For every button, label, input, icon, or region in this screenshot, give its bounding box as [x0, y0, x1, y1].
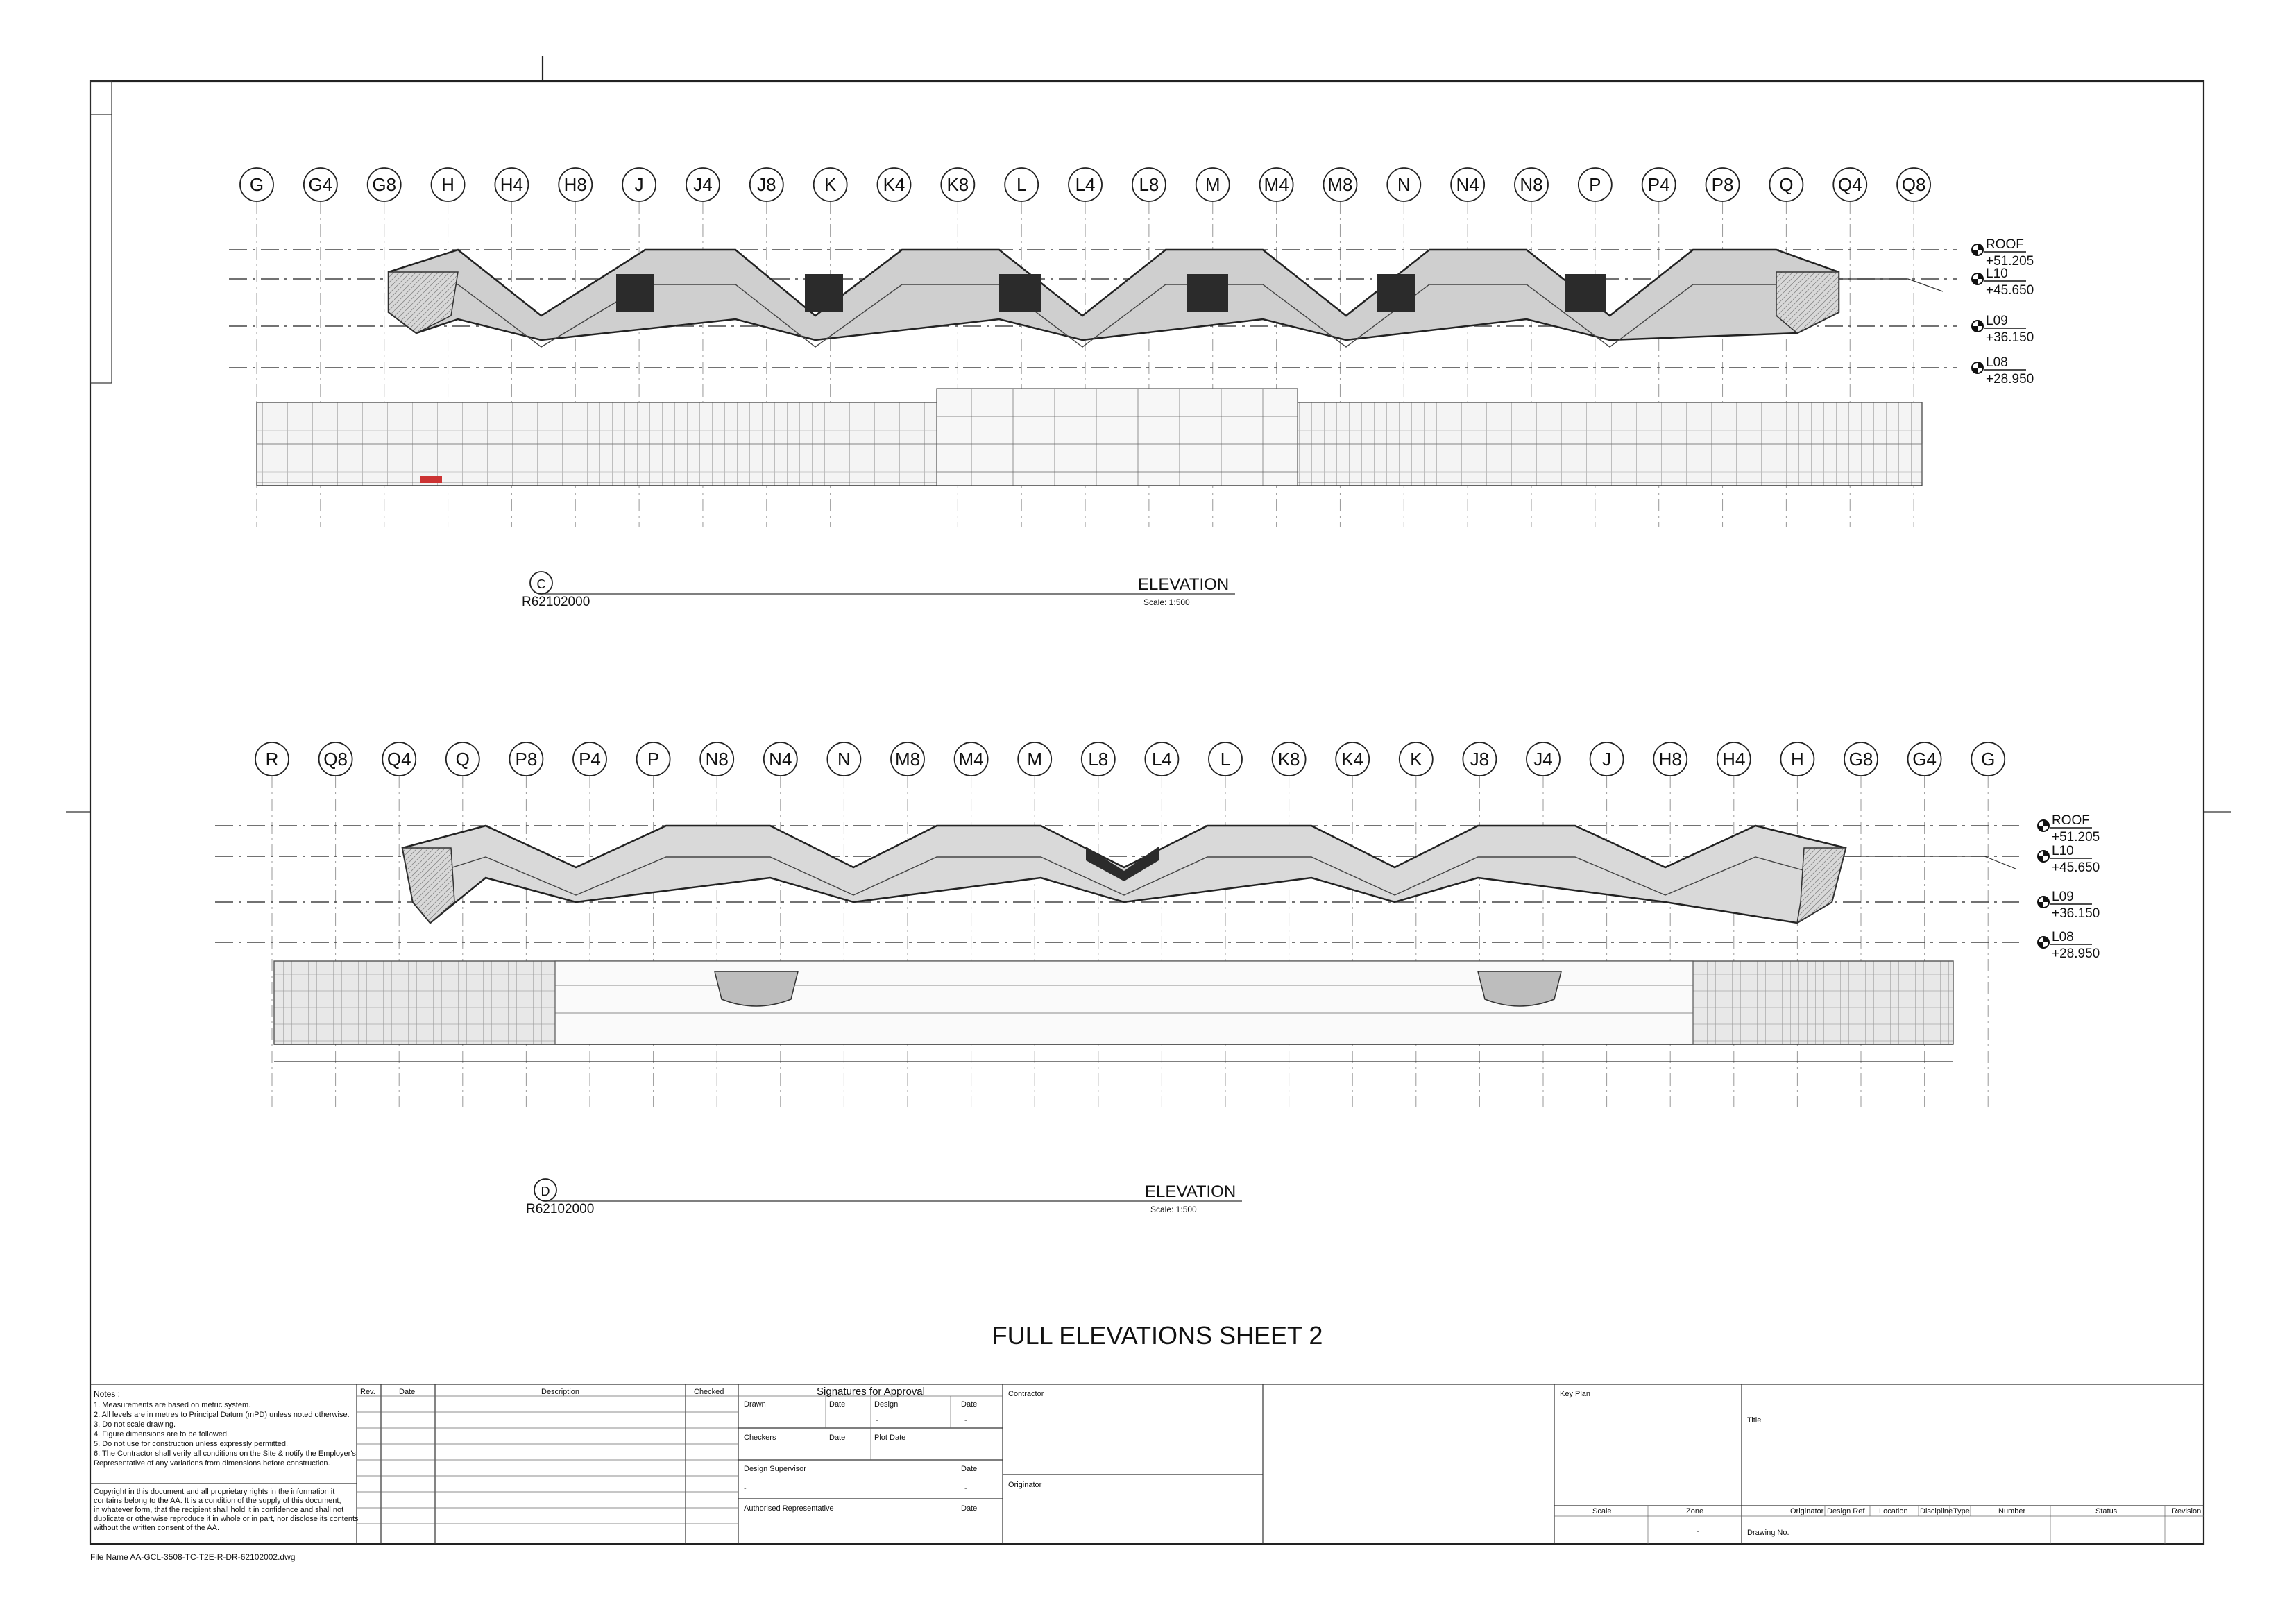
grid-label-d-n4: N4 [769, 749, 792, 770]
grid-label-d-m4: M4 [958, 749, 984, 770]
rev-header-checked: Checked [694, 1388, 724, 1396]
rev-header-rev: Rev. [360, 1388, 375, 1396]
grid-label-d-k4: K4 [1341, 749, 1364, 770]
grid-label-c-h8: H8 [563, 174, 587, 195]
grid-label-c-j4: J4 [693, 174, 713, 195]
grid-label-d-p4: P4 [579, 749, 601, 770]
grid-label-d-h8: H8 [1658, 749, 1682, 770]
grid-label-c-m: M [1205, 174, 1221, 195]
sig-design-supervisor: Design Supervisor [744, 1465, 806, 1473]
sig-date-2: Date [961, 1400, 978, 1409]
level-name-c-l10: L10 [1986, 266, 2008, 281]
hdr-originator: Originator [1790, 1507, 1824, 1515]
elevation-id-d: D [541, 1184, 550, 1198]
grid-label-d-j4: J4 [1533, 749, 1553, 770]
note-line: 5. Do not use for construction unless expressly permitted. [94, 1440, 289, 1448]
level-marker-c-l09 [1972, 314, 2034, 345]
grid-label-c-g8: G8 [372, 174, 397, 195]
grid-label-d-l: L [1220, 749, 1231, 770]
hdr-location: Location [1879, 1507, 1908, 1515]
elevation-label-c: ELEVATION [1138, 575, 1230, 594]
grid-label-c-l: L [1016, 174, 1027, 195]
grid-bubbles-d [255, 742, 2005, 1107]
level-value-d-l08: +28.950 [2052, 946, 2100, 961]
grid-label-d-j8: J8 [1470, 749, 1490, 770]
sheet-title: FULL ELEVATIONS SHEET 2 [992, 1321, 1323, 1350]
signatures-heading: Signatures for Approval [817, 1386, 925, 1397]
level-marker-d-l09 [2038, 890, 2100, 921]
level-value-c-l09: +36.150 [1986, 330, 2034, 345]
grid-label-d-q: Q [455, 749, 470, 770]
side-strip [90, 81, 112, 383]
elevation-c [229, 168, 2034, 609]
level-name-d-l10: L10 [2052, 844, 2074, 858]
grid-label-c-n8: N8 [1520, 174, 1543, 195]
level-marker-d-l08 [2038, 930, 2100, 961]
originator-label: Originator [1008, 1481, 1042, 1489]
note-line: 3. Do not scale drawing. [94, 1420, 176, 1429]
note-line: 2. All levels are in metres to Principal Datum (mPD) unless noted otherwise. [94, 1411, 350, 1419]
grid-label-d-j: J [1602, 749, 1612, 770]
elevation-ref-d: R62102000 [526, 1202, 595, 1216]
level-name-d-l09: L09 [2052, 890, 2074, 904]
hdr-status: Status [2095, 1507, 2118, 1515]
grid-label-c-j: J [634, 174, 644, 195]
rev-header-date: Date [399, 1388, 416, 1396]
sig-date-3: Date [829, 1434, 846, 1442]
hdr-number: Number [1998, 1507, 2026, 1515]
sig-date-4: Date [961, 1465, 978, 1473]
sig-date-1: Date [829, 1400, 846, 1409]
level-marker-c-roof [1972, 237, 2034, 269]
grid-label-c-j8: J8 [757, 174, 776, 195]
hdr-zone: Zone [1686, 1507, 1704, 1515]
copyright-line: in whatever form, that the recipient shall hold it in confidence and shall not [94, 1506, 344, 1514]
note-line: 1. Measurements are based on metric system. [94, 1401, 251, 1409]
grid-label-c-p8: P8 [1711, 174, 1734, 195]
level-marker-d-l10 [2038, 844, 2100, 875]
level-name-c-l08: L08 [1986, 355, 2008, 370]
hdr-discipline: Discipline [1920, 1507, 1953, 1515]
grid-label-d-q8: Q8 [323, 749, 348, 770]
grid-label-d-k: K [1410, 749, 1422, 770]
level-name-d-l08: L08 [2052, 930, 2074, 944]
sig-dash-4: - [964, 1484, 967, 1493]
elevation-ref-c: R62102000 [522, 595, 590, 609]
levels-d [2038, 813, 2100, 961]
grid-label-c-p: P [1589, 174, 1601, 195]
copyright-line: duplicate or otherwise reproduce it in whole or in part, nor disclose its contents [94, 1515, 359, 1523]
level-value-d-l09: +36.150 [2052, 906, 2100, 921]
grid-label-d-m8: M8 [894, 749, 921, 770]
level-marker-c-l10 [1972, 266, 2034, 298]
grid-label-d-r: R [265, 749, 279, 770]
grid-label-d-h: H [1791, 749, 1804, 770]
grid-label-d-l8: L8 [1088, 749, 1109, 770]
roof-profile-c [389, 250, 1839, 340]
grid-label-c-q4: Q4 [1837, 174, 1862, 195]
level-name-d-roof: ROOF [2052, 813, 2090, 828]
copyright-notice [93, 1488, 359, 1532]
drawing-no-label: Drawing No. [1747, 1529, 1789, 1537]
key-plan-label: Key Plan [1560, 1390, 1591, 1398]
level-value-d-l10: +45.650 [2052, 860, 2100, 875]
grid-label-d-n: N [837, 749, 851, 770]
elevation-id-c: C [536, 577, 546, 591]
grid-label-c-g4: G4 [308, 174, 333, 195]
rev-header-description: Description [541, 1388, 580, 1396]
grid-label-c-k: K [824, 174, 837, 195]
elevation-scale-c: Scale: 1:500 [1143, 597, 1190, 607]
level-name-c-roof: ROOF [1986, 237, 2024, 252]
notes-list [94, 1401, 356, 1468]
zone-value: - [1697, 1526, 1699, 1536]
sig-dash-3: - [744, 1484, 747, 1493]
hdr-design-ref: Design Ref [1827, 1507, 1865, 1515]
level-value-c-l08: +28.950 [1986, 372, 2034, 386]
level-value-c-roof: +51.205 [1986, 254, 2034, 269]
elevation-scale-d: Scale: 1:500 [1150, 1205, 1197, 1214]
hdr-revision: Revision [2172, 1507, 2202, 1515]
grid-label-c-m4: M4 [1264, 174, 1289, 195]
grid-label-d-m: M [1027, 749, 1043, 770]
grid-label-c-m8: M8 [1327, 174, 1353, 195]
contractor-label: Contractor [1008, 1390, 1044, 1398]
grid-label-c-k8: K8 [946, 174, 969, 195]
grid-label-d-l4: L4 [1151, 749, 1172, 770]
grid-label-c-n4: N4 [1456, 174, 1479, 195]
copyright-line: contains belong to the AA. It is a condition of the supply of this document, [94, 1497, 341, 1505]
grid-label-c-h: H [441, 174, 454, 195]
grid-label-c-q8: Q8 [1901, 174, 1926, 195]
grid-label-c-n: N [1397, 174, 1411, 195]
grid-label-c-h4: H4 [500, 174, 524, 195]
level-name-c-l09: L09 [1986, 314, 2008, 328]
sig-drawn: Drawn [744, 1400, 766, 1409]
sig-checkers: Checkers [744, 1434, 776, 1442]
title-block [90, 1384, 2204, 1544]
level-value-c-l10: +45.650 [1986, 283, 2034, 298]
grid-label-d-k8: K8 [1277, 749, 1300, 770]
file-name: File Name AA-GCL-3508-TC-T2E-R-DR-62102002.dwg [90, 1552, 296, 1562]
note-line: Representative of any variations from dimensions before construction. [94, 1459, 330, 1468]
grid-label-c-l4: L4 [1075, 174, 1096, 195]
note-line: 4. Figure dimensions are to be followed. [94, 1430, 230, 1438]
title-label: Title [1747, 1416, 1762, 1425]
levels-c [1972, 237, 2034, 386]
sig-date-5: Date [961, 1504, 978, 1513]
sig-dash-1: - [876, 1416, 878, 1425]
grid-label-d-g4: G4 [1912, 749, 1937, 770]
elevation-d [215, 742, 2100, 1216]
grid-label-c-k4: K4 [883, 174, 905, 195]
sig-plot-date: Plot Date [874, 1434, 906, 1442]
hdr-type: Type [1953, 1507, 1970, 1515]
note-line: 6. The Contractor shall verify all conditions on the Site & notify the Employer's [94, 1450, 356, 1458]
copyright-line: without the written consent of the AA. [94, 1524, 219, 1532]
copyright-line: Copyright in this document and all proprietary rights in the information it [94, 1488, 335, 1496]
level-marker-d-roof [2038, 813, 2100, 844]
hdr-scale: Scale [1592, 1507, 1612, 1515]
sig-design: Design [874, 1400, 899, 1409]
grid-label-d-g8: G8 [1848, 749, 1873, 770]
level-marker-c-l08 [1972, 355, 2034, 386]
grid-label-c-q: Q [1779, 174, 1794, 195]
elevation-label-d: ELEVATION [1145, 1182, 1236, 1201]
grid-label-d-n8: N8 [705, 749, 729, 770]
notes-heading: Notes : [94, 1389, 121, 1399]
grid-label-d-p: P [647, 749, 660, 770]
grid-label-d-p8: P8 [515, 749, 538, 770]
sig-authorised-rep: Authorised Representative [744, 1504, 834, 1513]
grid-label-d-h4: H4 [1722, 749, 1746, 770]
grid-label-c-g: G [249, 174, 264, 195]
grid-label-d-q4: Q4 [386, 749, 411, 770]
sig-dash-2: - [964, 1416, 967, 1425]
grid-label-d-g: G [1981, 749, 1996, 770]
grid-label-c-p4: P4 [1647, 174, 1670, 195]
grid-label-c-l8: L8 [1139, 174, 1159, 195]
level-value-d-roof: +51.205 [2052, 830, 2100, 844]
